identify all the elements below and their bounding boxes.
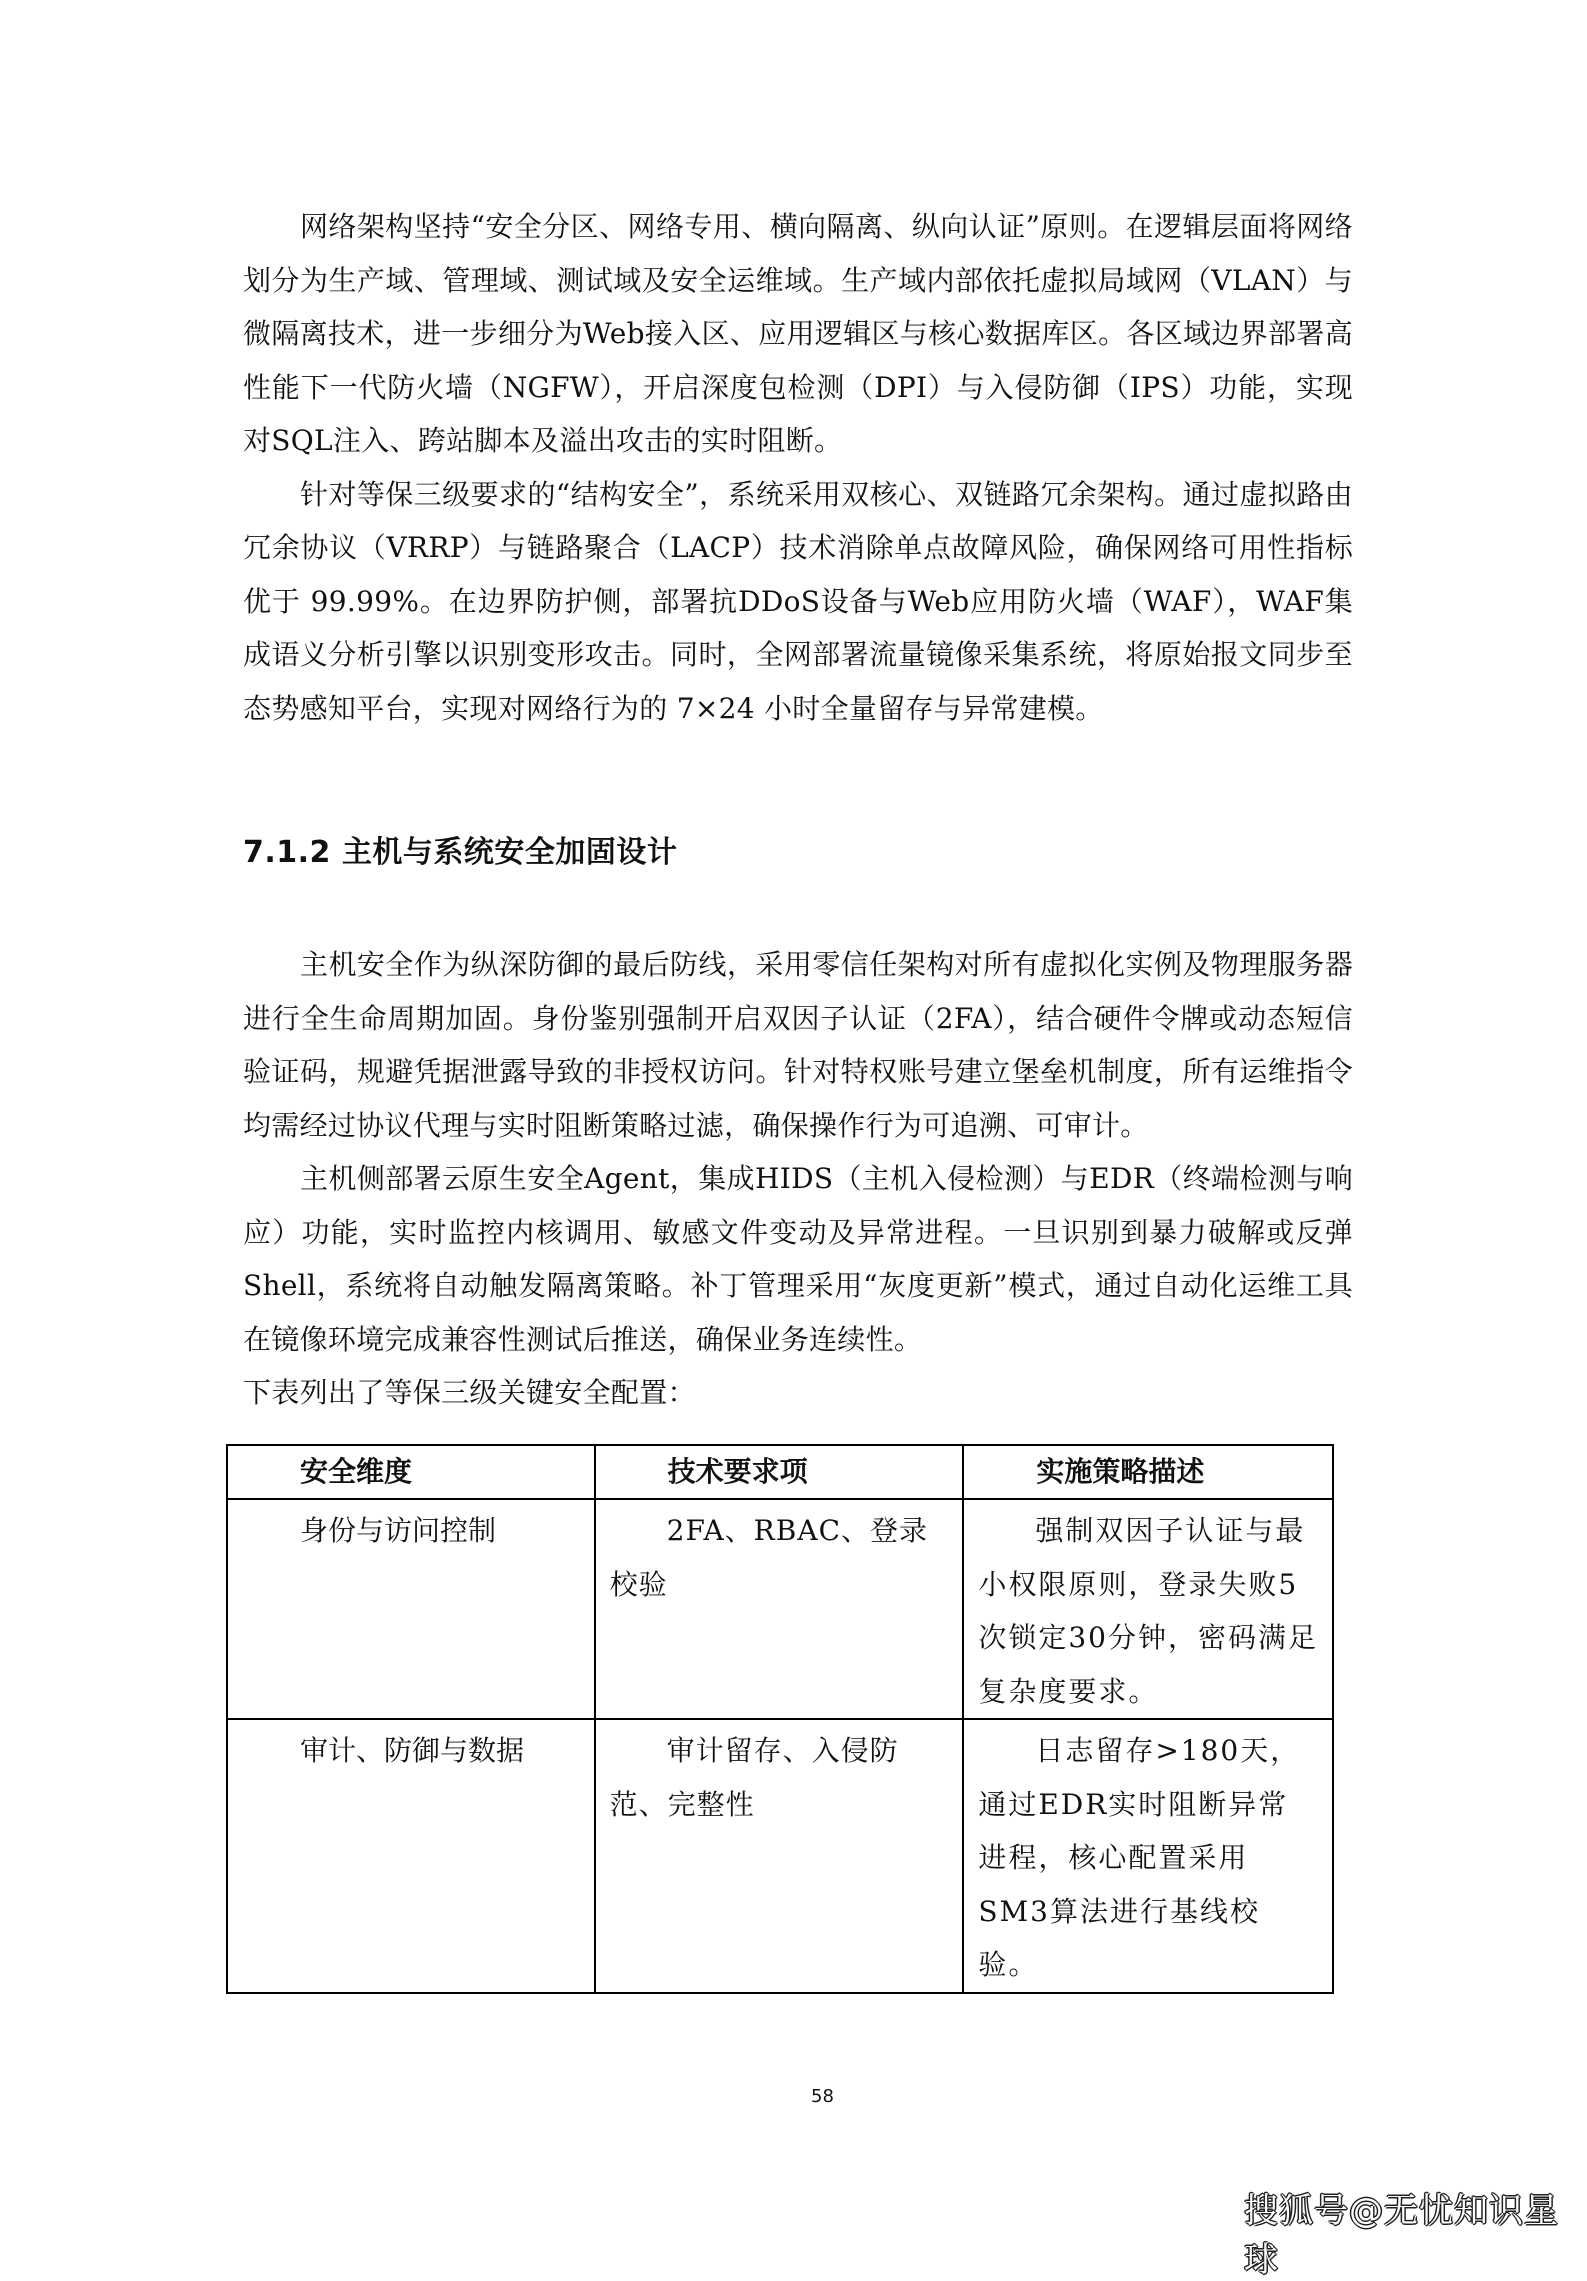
security-config-table [226,1444,1334,1994]
table-cell: 强制双因子认证与最小权限原则，登录失败5次锁定30分钟，密码满足复杂度要求。 [963,1499,1333,1719]
watermark: 搜狐号@无忧知识星球 [1244,2191,1559,2280]
table-header-cell: 安全维度 [227,1445,595,1499]
table-cell: 审计留存、入侵防范、完整性 [595,1719,964,1993]
table-cell: 2FA、RBAC、登录校验 [595,1499,964,1719]
section-heading: 7.1.2 主机与系统安全加固设计 [243,835,678,870]
table-intro: 下表列出了等保三级关键安全配置： [243,1376,696,1409]
paragraph-structure-security: 针对等保三级要求的“结构安全”，系统采用双核心、双链路冗余架构。通过虚拟路由冗余协议（VRRP）与链路聚合（LACP）技术消除单点故障风险，确保网络可用性指标优于 99.99%。在边界防护侧，部署抗DDoS设备与Web应用防火墙（WAF），WAF集成语义分析引擎以识别变形攻击。同时，全网部署流量镜像采集系统，将原始报文同步至态势感知平台，实现对网络行为的 7×24 小时全量留存与异常建模。 [243,477,1353,725]
paragraph-host-security: 主机安全作为纵深防御的最后防线，采用零信任架构对所有虚拟化实例及物理服务器进行全生命周期加固。身份鉴别强制开启双因子认证（2FA），结合硬件令牌或动态短信验证码，规避凭据泄露导致的非授权访问。针对特权账号建立堡垒机制度，所有运维指令均需经过协议代理与实时阻断策略过滤，确保操作行为可追溯、可审计。 [243,948,1353,1142]
table-header-cell: 实施策略描述 [963,1445,1333,1499]
table-cell: 审计、防御与数据 [227,1719,595,1993]
table-header-row [227,1445,1333,1499]
page-number: 58 [811,2086,834,2107]
table-row [227,1499,1333,1719]
table-header-cell: 技术要求项 [595,1445,964,1499]
body-section-network [243,200,1353,735]
table-row [227,1719,1333,1993]
table-cell: 日志留存>180天，通过EDR实时阻断异常进程，核心配置采用SM3算法进行基线校验。 [963,1719,1333,1993]
body-section-host [243,938,1353,1420]
paragraph-network-architecture: 网络架构坚持“安全分区、网络专用、横向隔离、纵向认证”原则。在逻辑层面将网络划分为生产域、管理域、测试域及安全运维域。生产域内部依托虚拟局域网（VLAN）与微隔离技术，进一步细分为Web接入区、应用逻辑区与核心数据库区。各区域边界部署高性能下一代防火墙（NGFW），开启深度包检测（DPI）与入侵防御（IPS）功能，实现对SQL注入、跨站脚本及溢出攻击的实时阻断。 [243,210,1353,457]
table-cell: 身份与访问控制 [227,1499,595,1719]
paragraph-host-agent: 主机侧部署云原生安全Agent，集成HIDS（主机入侵检测）与EDR（终端检测与响应）功能，实时监控内核调用、敏感文件变动及异常进程。一旦识别到暴力破解或反弹Shell，系统将自动触发隔离策略。补丁管理采用“灰度更新”模式，通过自动化运维工具在镜像环境完成兼容性测试后推送，确保业务连续性。 [243,1162,1353,1356]
